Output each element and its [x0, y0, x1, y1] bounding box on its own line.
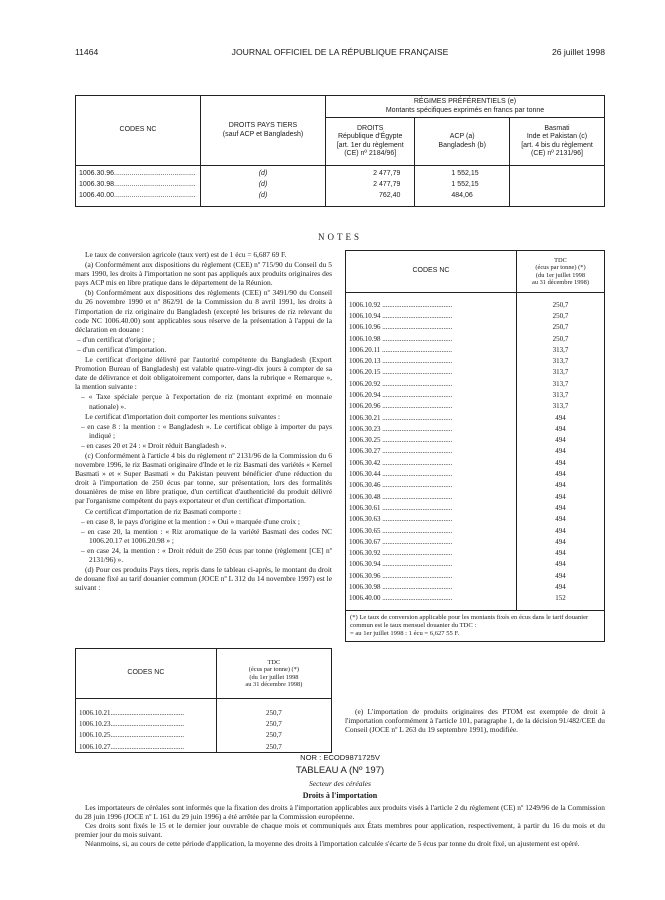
col-codes-nc: CODES NC — [346, 251, 517, 293]
table-row: 1006.30.44 ........................................ 494 — [346, 468, 605, 479]
table-row: 1006.40.00 ........................................ 152 — [346, 593, 605, 611]
tdc-table-left — [75, 648, 332, 753]
table-row: 1006.30.27 ........................................ 494 — [346, 446, 605, 457]
col-droits-pays-tiers: DROITS PAYS TIERS (sauf ACP et Bangladesh) — [201, 96, 326, 166]
secteur-title: Secteur des céréales — [309, 779, 371, 788]
table-row: 1006.30.96 ........................................ 494 — [346, 570, 605, 581]
table-row: 1006.30.98 ........................................ 494 — [346, 581, 605, 592]
journal-title: JOURNAL OFFICIEL DE LA RÉPUBLIQUE FRANÇAISE — [231, 47, 449, 57]
paragraph: (b) Conformément aux dispositions des règlements (CEE) nº 3491/90 du Conseil du 26 novembre 1990 et nº 862/91 de la Commission du 8 avril 1991, les droits à l'importation de riz originaire du Bangladesh (excepté les brisures de riz relevant du code NC 1006.40.00) sont applicables sous réserve de la présentation à l'appui de la déclaration en douane : — [75, 288, 332, 334]
paragraph: Le taux de conversion agricole (taux vert) est de 1 écu = 6,687 69 F. — [85, 250, 287, 259]
table-row: 1006.20.11 ........................................ 313,7 — [346, 344, 605, 355]
tdc-table-left-wrap — [75, 648, 332, 753]
tableau-title: TABLEAU A (Nº 197) — [295, 765, 385, 776]
bottom-text — [75, 803, 605, 848]
col-codes-nc: CODES NC — [76, 96, 201, 166]
col-regimes-preferentiels: RÉGIMES PRÉFÉRENTIELS (e) Montants spécifiques exprimés en francs par tonne — [326, 96, 605, 118]
list-item: – d'un certificat d'origine ; — [77, 334, 155, 344]
col-tdc: TDC (écus par tonne) (*) (du 1er juillet 1998 au 31 décembre 1998) — [216, 649, 331, 699]
table-footnote: (*) Le taux de conversion applicable pour les montants fixés en écus dans le tarif douanier commun est le taux mensuel douanier du TDC : = au 1er juillet 1998 : 1 écu = 6,627 55 F. — [346, 611, 605, 642]
table-row: 1006.10.23.......................................... 250,7 — [76, 718, 332, 729]
subcol-egypte: DROITS République d'Égypte [art. 1er du règlement (CE) nº 2184/96] — [326, 118, 415, 166]
right-column — [345, 707, 605, 735]
table-row: 1006.30.94 ........................................ 494 — [346, 559, 605, 570]
left-column — [75, 250, 332, 593]
issue-date: 26 juillet 1998 — [551, 47, 605, 57]
table-row: 1006.20.15 ........................................ 313,7 — [346, 367, 605, 378]
list-item: – en case 20, la mention : « Riz aromatique de la variété Basmati des codes NC 1006.20.17 et 1006.20.98 » ; — [81, 526, 332, 545]
paragraph: Le certificat d'origine délivré par l'autorité compétente du Bangladesh (Export Promotion Bureau of Bangladesh) est valable quatre-vingt-dix jours à compter de sa date de délivrance et doit obligatoirement comporter, dans la rubrique « Remarque », la mention suivante : — [75, 355, 332, 392]
subcol-acp: ACP (a) Bangladesh (b) — [415, 118, 510, 166]
table-row: 1006.30.96.......................................... (d) 2 477,79 1 552,15 — [76, 166, 605, 181]
table-row: 1006.30.67 ........................................ 494 — [346, 536, 605, 547]
list-item: – en case 24, la mention : « Droit réduit de 250 écus par tonne (règlement [CE] nº 2131/96) ». — [81, 545, 332, 564]
table-row: 1006.40.00.......................................... (d) 762,40 484,06 — [76, 191, 605, 207]
table-row: 1006.30.92 ........................................ 494 — [346, 548, 605, 559]
table-row: 1006.30.23 ........................................ 494 — [346, 423, 605, 434]
table-row: 1006.30.21 ........................................ 494 — [346, 412, 605, 423]
table-row: 1006.10.94 ........................................ 250,7 — [346, 310, 605, 321]
col-codes-nc: CODES NC — [76, 649, 217, 699]
table-row: 1006.30.61 ........................................ 494 — [346, 502, 605, 513]
list-item: – d'un certificat d'importation. — [77, 344, 167, 354]
table-row: 1006.10.25.......................................... 250,7 — [76, 730, 332, 741]
paragraph: Néanmoins, si, au cours de cette période d'application, la moyenne des droits à l'importation calculée s'écarte de 5 écus par tonne du droit fixé, un ajustement est opéré. — [85, 839, 580, 849]
paragraph: (a) Conformément aux dispositions du règlement (CEE) nº 715/90 du Conseil du 5 mars 1990, les droits à l'importation ne sont pas appliqués aux produits originaires des pays ACP mis en libre pratique dans le département de la Réunion. — [75, 260, 332, 288]
paragraph: (d) Pour ces produits Pays tiers, repris dans le tableau ci-après, le montant du droit de douane fixé au tarif douanier commun (JOCE nº L 312 du 14 novembre 1997) est le suivant : — [75, 565, 332, 593]
list-item: – en case 8 : la mention : « Bangladesh ». Le certificat oblige à importer du pays indiqué ; — [81, 421, 332, 440]
table-row: 1006.30.63 ........................................ 494 — [346, 514, 605, 525]
col-tdc: TDC (écus par tonne) (*) (du 1er juillet 1998 au 31 décembre 1998) — [516, 251, 604, 293]
list-item: – en case 8, le pays d'origine et la mention : « Oui » marquée d'une croix ; — [81, 516, 300, 526]
paragraph: Ces droits sont fixés le 15 et le dernier jour ouvrable de chaque mois et communiqués aux États membres pour application, respectivement, à partir du 16 du mois et du premier jour du mois suivant. — [75, 821, 605, 840]
tdc-table-right-wrap — [345, 250, 605, 642]
table-row: 1006.10.92 ........................................ 250,7 — [346, 293, 605, 311]
table-row: 1006.20.94 ........................................ 313,7 — [346, 389, 605, 400]
nor-reference: NOR : ECOD9871725V — [300, 753, 380, 762]
table-row: 1006.30.42 ........................................ 494 — [346, 457, 605, 468]
table-row: 1006.10.27.......................................... 250,7 — [76, 741, 332, 753]
list-item: – « Taxe spéciale perçue à l'exportation de riz (montant exprimé en monnaie nationale) ». — [81, 392, 332, 411]
droits-title: Droits à l'importation — [302, 791, 378, 800]
page-header — [75, 47, 605, 61]
table-row: 1006.20.13 ........................................ 313,7 — [346, 355, 605, 366]
table-row: 1006.10.98 ........................................ 250,7 — [346, 333, 605, 344]
table-row: 1006.20.96 ........................................ 313,7 — [346, 401, 605, 412]
table-row: 1006.30.25 ........................................ 494 — [346, 435, 605, 446]
notes-title: NOTES — [318, 232, 362, 242]
table-row: 1006.30.65 ........................................ 494 — [346, 525, 605, 536]
paragraph: (c) Conformément à l'article 4 bis du règlement nº 2131/96 de la Commission du 6 novembre 1996, le riz Basmati originaire d'Inde et le riz Basmati des variétés « Kernel Basmati » et « Super Basmati » du Pakistan peuvent bénéficier d'une réduction du droit à l'importation de 250 écus par tonne, sur présentation, lors des formalités douanières de mise en libre pratique, d'un certificat d'authenticité du produit délivré par l'organisme compétent du pays exportateur et d'un certificat d'importation. — [75, 450, 332, 506]
bottom-section — [75, 753, 605, 848]
table-row: 1006.10.21.......................................... 250,7 — [76, 699, 332, 719]
table-row: 1006.30.98.......................................... (d) 2 477,79 1 552,15 — [76, 180, 605, 191]
paragraph: Le certificat d'importation doit comporter les mentions suivantes : — [85, 411, 281, 421]
table-row: 1006.10.96 ........................................ 250,7 — [346, 322, 605, 333]
page-number: 11464 — [75, 47, 99, 57]
list-item: – en cases 20 et 24 : « Droit réduit Bangladesh ». — [81, 440, 227, 450]
table-row: 1006.20.92 ........................................ 313,7 — [346, 378, 605, 389]
tdc-table-right — [345, 250, 605, 642]
regimes-table — [75, 95, 605, 207]
table-row: 1006.30.48 ........................................ 494 — [346, 491, 605, 502]
paragraph: (e) L'importation de produits originaires des PTOM est exemptée de droit à l'importation conformément à l'article 101, paragraphe 1, de la décision 91/482/CEE du Conseil (JOCE nº L 263 du 19 septembre 1991), modifiée. — [345, 707, 605, 735]
paragraph: Ce certificat d'importation de riz Basmati comporte : — [85, 506, 241, 516]
paragraph: Les importateurs de céréales sont informés que la fixation des droits à l'importation applicables aux produits visés à l'article 2 du règlement (CE) nº 1249/96 de la Commission du 28 juin 1996 (JOCE nº L 161 du 29 juin 1996) a été arrêtée par la Commission européenne. — [75, 803, 605, 822]
table-row: 1006.30.46 ........................................ 494 — [346, 480, 605, 491]
subcol-basmati: Basmati Inde et Pakistan (c) [art. 4 bis du règlement (CE) nº 2131/96] — [509, 118, 604, 166]
